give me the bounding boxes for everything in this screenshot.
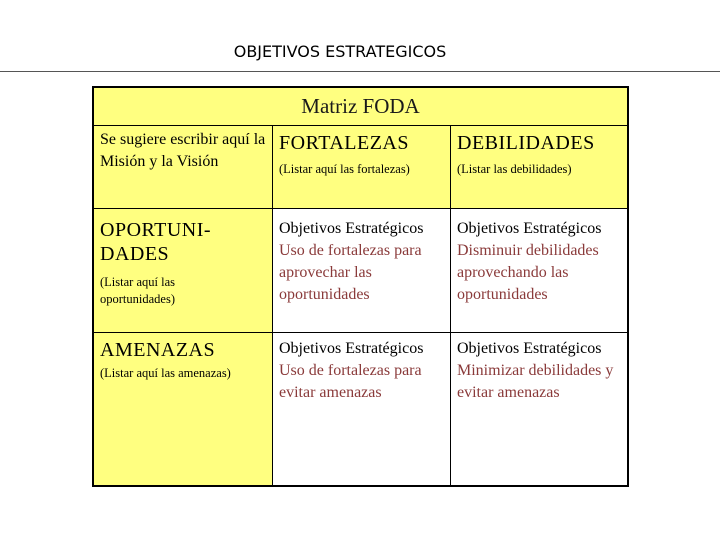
- amenazas-cell: [94, 336, 272, 485]
- matrix-header: Matriz FODA: [301, 94, 420, 118]
- foda-matrix: [92, 86, 629, 487]
- page-title: OBJETIVOS ESTRATEGICOS: [233, 42, 447, 61]
- oportunidades-cell: [94, 216, 272, 332]
- debilidades-title: DEBILIDADES: [457, 132, 595, 154]
- debilidades-cell: [451, 129, 627, 208]
- fa-objectives-text: Uso de fortalezas para evitar amenazas: [279, 362, 422, 401]
- da-objectives-text: Minimizar debilidades y evitar amenazas: [457, 362, 614, 401]
- grid-line-row1: [94, 208, 627, 209]
- oportunidades-title: OPORTUNI-DADES: [100, 219, 212, 265]
- title-divider: [0, 71, 720, 72]
- fa-objectives-cell: [273, 336, 450, 485]
- da-objectives-cell: [451, 336, 627, 485]
- fo-objectives-text: Uso de fortalezas para aprovechar las oportunidades: [279, 242, 422, 303]
- fa-objectives-title: Objetivos Estratégicos: [279, 340, 424, 357]
- grid-line-row2: [94, 332, 627, 333]
- do-objectives-cell: [451, 216, 627, 332]
- fortalezas-title: FORTALEZAS: [279, 132, 409, 154]
- fo-objectives-title: Objetivos Estratégicos: [279, 220, 424, 237]
- amenazas-title: AMENAZAS: [100, 339, 216, 361]
- mission-vision-note: Se sugiere escribir aquí la Misión y la Visión: [100, 131, 266, 170]
- grid-line-header: [94, 125, 627, 126]
- mission-vision-cell: [94, 127, 272, 208]
- debilidades-hint: (Listar las debilidades): [457, 162, 572, 176]
- fortalezas-hint: (Listar aquí las fortalezas): [279, 162, 410, 176]
- fortalezas-cell: [273, 129, 450, 208]
- fo-objectives-cell: [273, 216, 450, 332]
- da-objectives-title: Objetivos Estratégicos: [457, 340, 602, 357]
- do-objectives-title: Objetivos Estratégicos: [457, 220, 602, 237]
- do-objectives-text: Disminuir debilidades aprovechando las oportunidades: [457, 242, 599, 303]
- oportunidades-hint: (Listar aquí las oportunidades): [100, 275, 175, 306]
- amenazas-hint: (Listar aquí las amenazas): [100, 366, 231, 380]
